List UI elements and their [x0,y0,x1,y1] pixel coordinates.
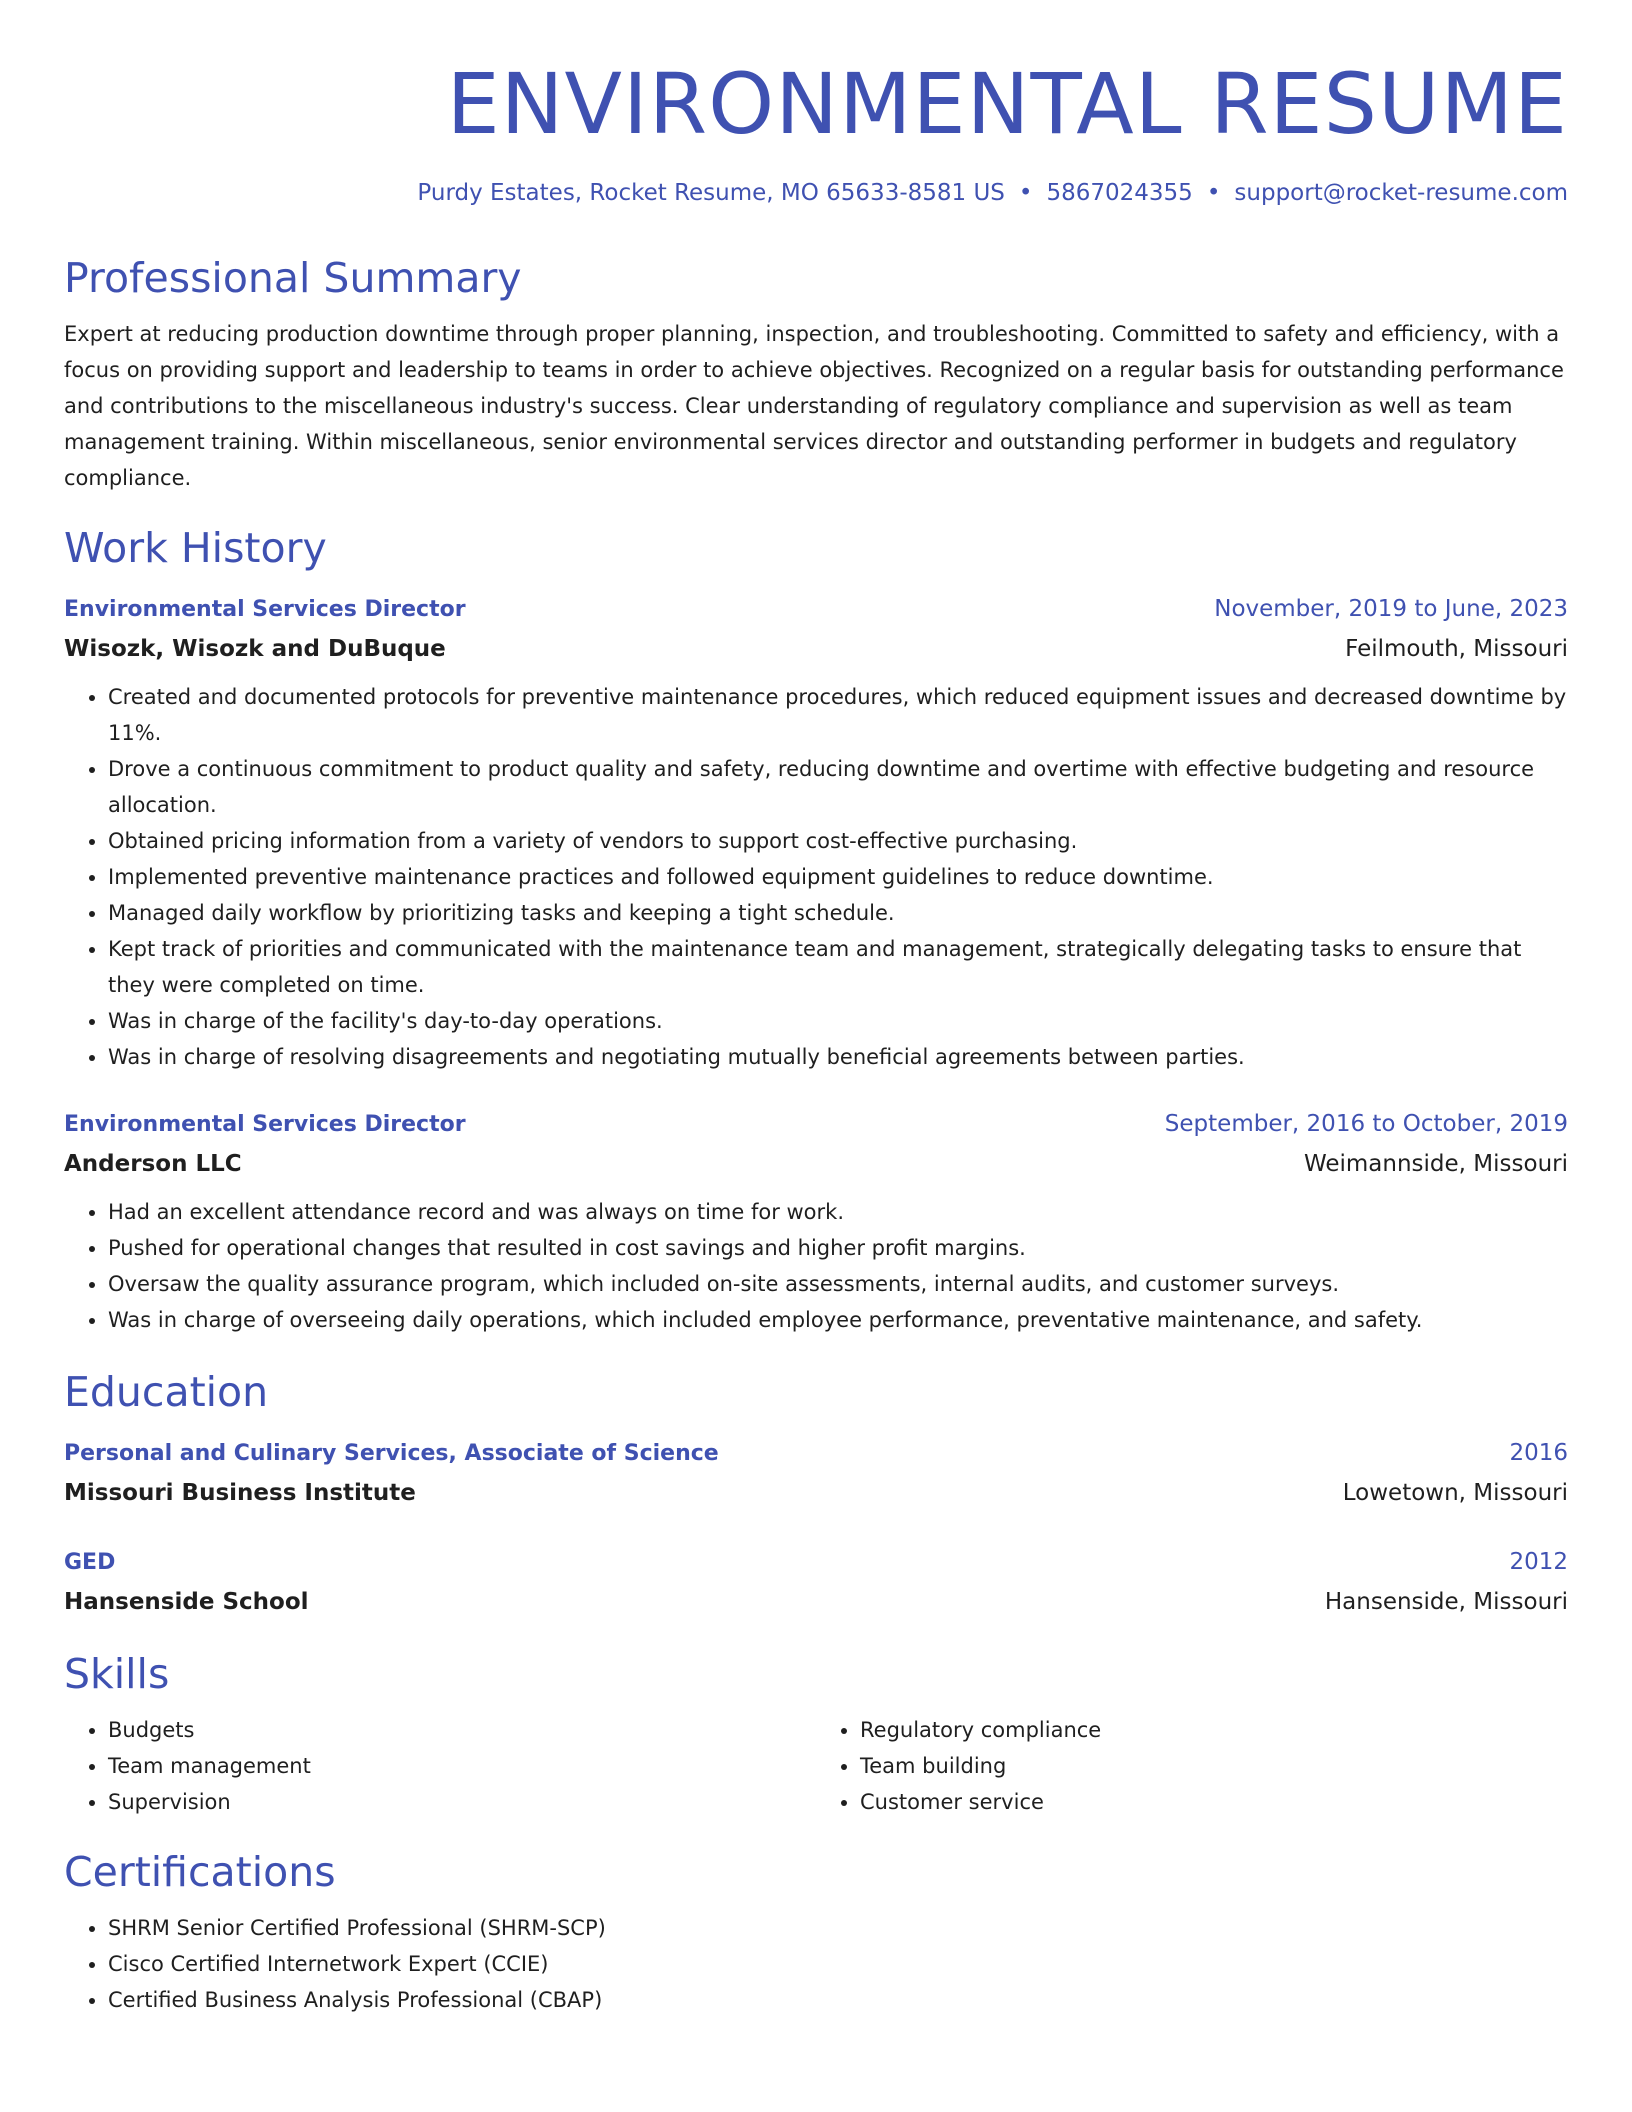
certifications-heading: Certifications [64,1848,336,1896]
list-item: • Was in charge of overseeing daily operations, which included employee performance, preventative maintenance, and safety. [108,1302,1568,1338]
education-entry [64,1434,1568,1513]
list-item: • Created and documented protocols for preventive maintenance procedures, which reduced equipment issues and decreased downtime by 11%. [108,679,1568,751]
resume-title: ENVIRONMENTAL RESUME [446,55,1568,153]
list-item: • Supervision [108,1784,816,1820]
certifications-list [64,1910,1568,2018]
job-title: Environmental Services Director [64,1112,466,1137]
skills-list-right [816,1712,1568,1820]
list-item: • SHRM Senior Certified Professional (SHRM-SCP) [108,1910,1568,1946]
list-item: • Obtained pricing information from a variety of vendors to support cost-effective purchasing. [108,823,1568,859]
job-location: Weimannside, Missouri [1303,1151,1568,1177]
list-item: • Cisco Certified Internetwork Expert (CCIE) [108,1946,1568,1982]
list-item: • Implemented preventive maintenance practices and followed equipment guidelines to reduce downtime. [108,859,1568,895]
resume-page [64,0,1568,2018]
job-title: Environmental Services Director [64,597,466,622]
job-dates: November, 2019 to June, 2023 [1214,596,1568,622]
job-bullets [64,1194,1568,1338]
contact-line [64,176,1568,210]
summary-section [64,250,1568,496]
education-entry [64,1543,1568,1622]
work-heading: Work History [64,524,327,572]
education-school: Missouri Business Institute [64,1480,416,1506]
job-location: Feilmouth, Missouri [1345,636,1568,662]
list-item: • Budgets [108,1712,816,1748]
list-item: • Oversaw the quality assurance program, which included on-site assessments, internal audits, and customer surveys. [108,1266,1568,1302]
skills-heading: Skills [64,1650,170,1698]
job-dates: September, 2016 to October, 2019 [1164,1111,1568,1137]
list-item: • Was in charge of the facility's day-to-day operations. [108,1003,1568,1039]
education-year: 2016 [1509,1440,1568,1466]
education-heading: Education [64,1368,269,1416]
contact-email: support@rocket-resume.com [1234,180,1568,206]
job-bullets [64,679,1568,1075]
education-degree: GED [64,1550,116,1575]
education-school: Hansenside School [64,1589,309,1615]
job-entry [64,590,1568,1075]
list-item: • Had an excellent attendance record and was always on time for work. [108,1194,1568,1230]
list-item: • Kept track of priorities and communicated with the maintenance team and management, strategically delegating tasks to ensure that they were completed on time. [108,931,1568,1003]
list-item: • Managed daily workflow by prioritizing tasks and keeping a tight schedule. [108,895,1568,931]
education-degree: Personal and Culinary Services, Associate of Science [64,1441,719,1466]
contact-address: Purdy Estates, Rocket Resume, MO 65633-8581 US [417,180,1005,206]
list-item: • Regulatory compliance [860,1712,1568,1748]
job-company: Anderson LLC [64,1151,242,1177]
list-item: • Was in charge of resolving disagreements and negotiating mutually beneficial agreements between parties. [108,1039,1568,1075]
certifications-section [64,1844,1568,2018]
list-item: • Drove a continuous commitment to product quality and safety, reducing downtime and overtime with effective budgeting and resource allocation. [108,751,1568,823]
skills-section [64,1646,1568,1820]
summary-text: Expert at reducing production downtime through proper planning, inspection, and troubleshooting. Committed to safety and efficiency, with a focus on providing support and leadership to teams in order to achieve objectives. Recognized on a regular basis for outstanding performance and contributions to the miscellaneous industry's success. Clear understanding of regulatory compliance and supervision as well as team management training. Within miscellaneous, senior environmental services director and outstanding performer in budgets and regulatory compliance. [64,322,1564,490]
education-section [64,1364,1568,1622]
education-year: 2012 [1509,1549,1568,1575]
list-item: • Team building [860,1748,1568,1784]
list-item: • Certified Business Analysis Professional (CBAP) [108,1982,1568,2018]
list-item: • Customer service [860,1784,1568,1820]
job-entry [64,1105,1568,1338]
summary-heading: Professional Summary [64,254,522,302]
contact-separator: • [1018,180,1033,206]
list-item: • Pushed for operational changes that resulted in cost savings and higher profit margins. [108,1230,1568,1266]
list-item: • Team management [108,1748,816,1784]
skills-columns [64,1702,1568,1820]
job-company: Wisozk, Wisozk and DuBuque [64,636,446,662]
work-section [64,520,1568,1338]
education-location: Lowetown, Missouri [1342,1480,1568,1506]
contact-phone: 5867024355 [1046,180,1193,206]
education-location: Hansenside, Missouri [1324,1589,1568,1615]
skills-list-left [64,1712,816,1820]
contact-separator: • [1206,180,1221,206]
